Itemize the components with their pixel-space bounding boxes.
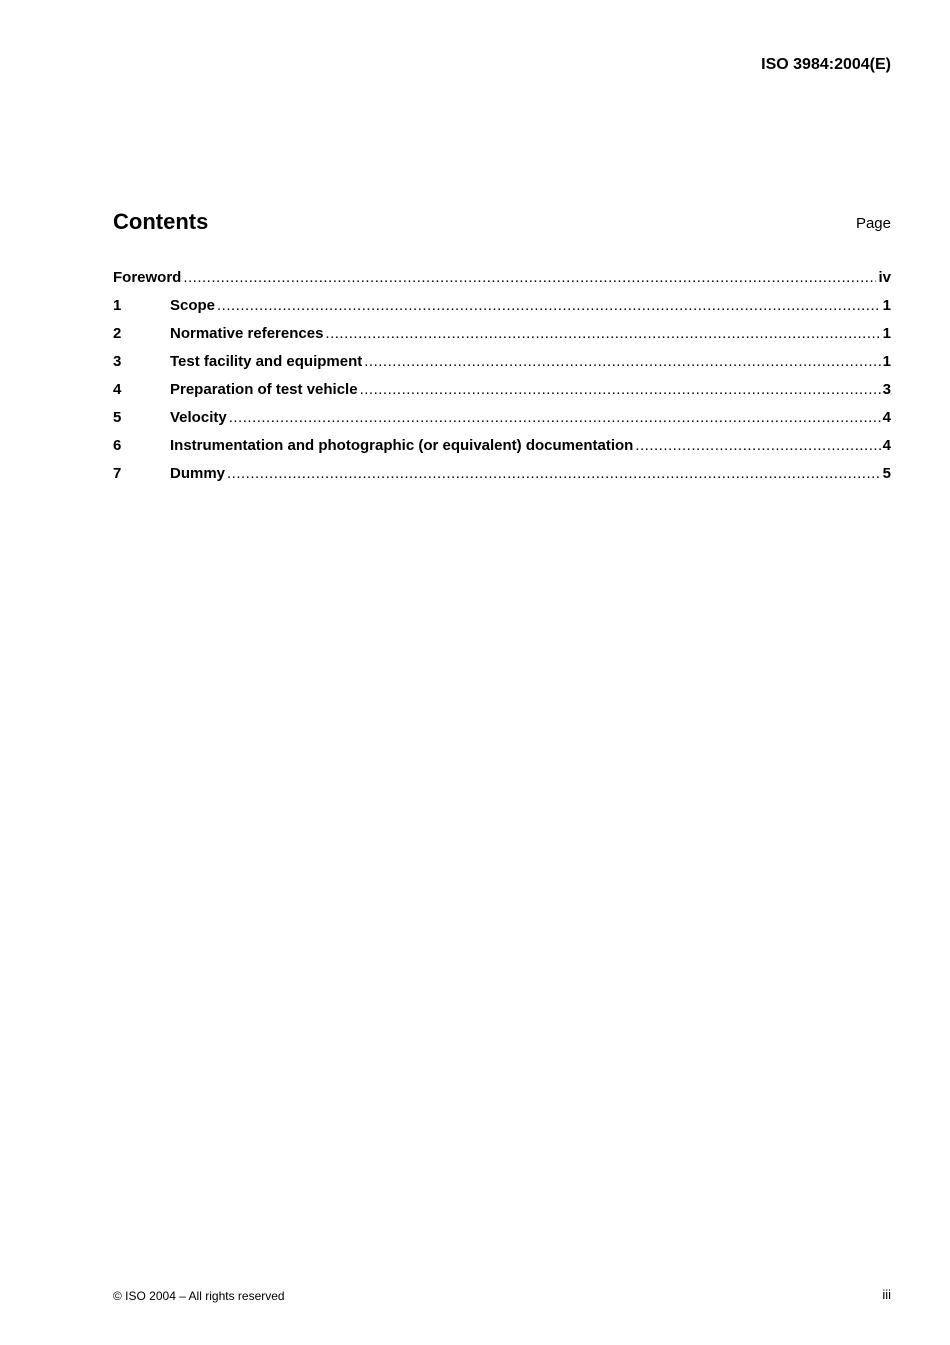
document-id: ISO 3984:2004(E): [761, 56, 891, 73]
toc-entry-test-facility[interactable]: [113, 352, 891, 380]
toc-entry-number: 5: [113, 409, 122, 426]
toc-entry-title: Scope: [170, 297, 216, 314]
toc-entry-number: 4: [113, 381, 122, 398]
toc-entry-page: 3: [882, 381, 891, 398]
toc-entry-title: Instrumentation and photographic (or equivalent) documentation: [170, 437, 634, 454]
toc-entry-page: 1: [882, 297, 891, 314]
toc-entry-title: Dummy: [170, 465, 226, 482]
toc-entry-preparation[interactable]: [113, 380, 891, 408]
toc-entry-instrumentation[interactable]: [113, 436, 891, 464]
contents-heading: Contents: [113, 209, 209, 234]
toc-entry-number: 7: [113, 465, 122, 482]
toc-entry-scope[interactable]: [113, 296, 891, 324]
toc-dot-leader: [360, 380, 881, 400]
footer-copyright: © ISO 2004 – All rights reserved: [113, 1289, 285, 1303]
toc-entry-velocity[interactable]: [113, 408, 891, 436]
toc-entry-title: Normative references: [170, 325, 324, 342]
toc-dot-leader: [635, 436, 880, 456]
toc-entry-number: 6: [113, 437, 122, 454]
page-column-label: Page: [855, 215, 891, 232]
toc-dot-leader: [217, 296, 881, 316]
toc-entry-normative-references[interactable]: [113, 324, 891, 352]
toc-dot-leader: [325, 324, 880, 344]
toc-entry-page: 5: [882, 465, 891, 482]
toc-dot-leader: [364, 352, 880, 372]
footer-page-number: iii: [882, 1287, 891, 1302]
toc-entry-number: 2: [113, 325, 122, 342]
toc-entry-page: 4: [882, 409, 891, 426]
toc-entry-number: 1: [113, 297, 122, 314]
toc-entry-page: 1: [882, 353, 891, 370]
toc-entry-page: 4: [882, 437, 891, 454]
toc-dot-leader: [227, 464, 881, 484]
toc-entry-number: 3: [113, 353, 122, 370]
toc-dot-leader: [183, 268, 876, 288]
toc-entry-title: Foreword: [113, 269, 182, 286]
toc-entry-dummy[interactable]: [113, 464, 891, 492]
toc-entry-foreword[interactable]: [113, 268, 891, 296]
toc-entry-title: Test facility and equipment: [170, 353, 363, 370]
toc-entry-title: Preparation of test vehicle: [170, 381, 358, 398]
toc-entry-page: 1: [882, 325, 891, 342]
toc-entry-title: Velocity: [170, 409, 227, 426]
toc-dot-leader: [229, 408, 881, 428]
table-of-contents: [113, 268, 891, 492]
toc-entry-page: iv: [878, 269, 891, 286]
